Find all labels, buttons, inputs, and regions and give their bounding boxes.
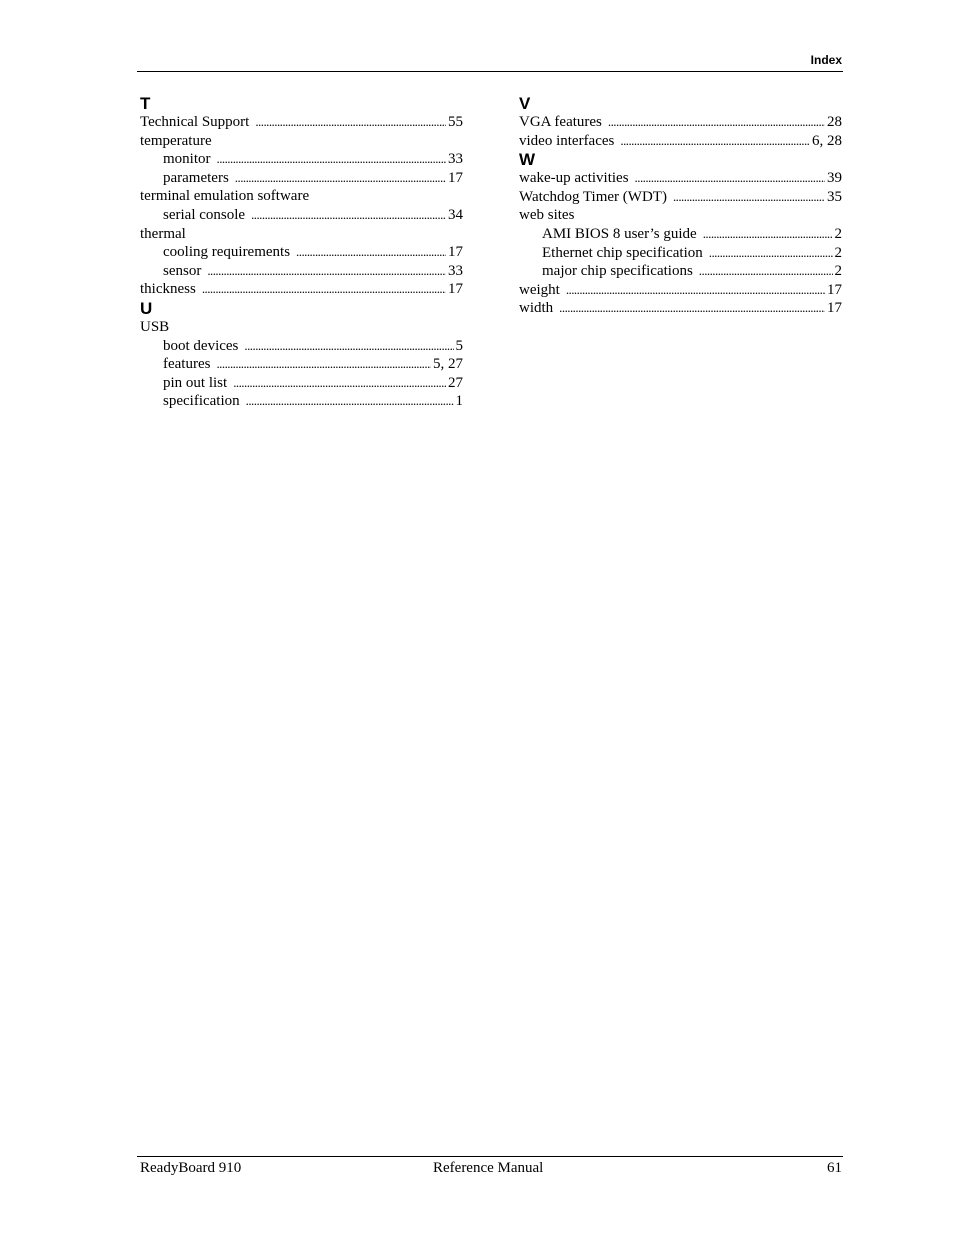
dot-leader: [620, 132, 810, 151]
index-page-reference: 5, 27: [433, 356, 463, 373]
index-term: temperature: [140, 132, 212, 149]
index-entry-heading: [140, 187, 463, 206]
index-page-reference: 27: [448, 374, 463, 391]
index-page-reference: 2: [834, 225, 842, 242]
index-term: web sites: [519, 207, 575, 224]
dot-leader: [217, 150, 447, 169]
index-term: boot devices: [163, 337, 239, 354]
index-page-reference: 17: [448, 244, 463, 261]
index-term: sensor: [163, 262, 202, 279]
index-subentry: [140, 374, 463, 393]
dot-leader: [246, 392, 454, 411]
index-term: AMI BIOS 8 user’s guide: [542, 225, 697, 242]
index-page-reference: 5: [455, 337, 463, 354]
index-term: Ethernet chip specification: [542, 244, 703, 261]
index-term: Technical Support: [140, 114, 250, 130]
index-term: thermal: [140, 225, 186, 242]
index-subentry: [140, 206, 463, 225]
dot-leader: [244, 337, 453, 356]
dot-leader: [709, 244, 833, 263]
index-term: cooling requirements: [163, 244, 291, 261]
index-term: terminal emulation software: [140, 188, 310, 205]
dot-leader: [235, 169, 446, 188]
index-entry: [519, 169, 842, 188]
index-column-left: [140, 94, 463, 411]
header-rule: [137, 71, 843, 72]
index-term: video interfaces: [519, 132, 615, 149]
index-entry-heading: [140, 318, 463, 337]
index-page-reference: 6, 28: [812, 132, 842, 149]
index-page-reference: 17: [448, 281, 463, 298]
footer-document-title: Reference Manual: [433, 1160, 544, 1176]
index-page-reference: 2: [834, 244, 842, 261]
dot-leader: [703, 225, 833, 244]
index-letter-heading: U: [140, 298, 153, 318]
index-term: features: [163, 356, 211, 373]
index-term: VGA features: [519, 114, 602, 130]
index-page-reference: 1: [455, 393, 463, 410]
dot-leader: [216, 355, 431, 374]
dot-leader: [608, 113, 825, 132]
dot-leader: [559, 299, 825, 318]
index-term: major chip specifications: [542, 263, 693, 280]
index-letter-heading: W: [519, 150, 536, 170]
index-subentry: [140, 337, 463, 356]
index-term: pin out list: [163, 374, 228, 391]
dot-leader: [207, 262, 446, 281]
index-entry: [519, 281, 842, 300]
index-page-reference: 39: [827, 170, 842, 187]
index-page-reference: 28: [827, 114, 842, 130]
index-subentry: [519, 262, 842, 281]
index-term: thickness: [140, 281, 196, 298]
index-entry: [519, 299, 842, 318]
index-entry-heading: [140, 132, 463, 151]
index-page-reference: 17: [448, 169, 463, 186]
page-number: 61: [827, 1160, 842, 1176]
index-subentry: [519, 225, 842, 244]
index-entry: [140, 280, 463, 299]
index-entry-heading: [519, 206, 842, 225]
index-subentry: [140, 355, 463, 374]
index-page-reference: 2: [834, 263, 842, 280]
dot-leader: [699, 262, 833, 281]
dot-leader: [233, 374, 446, 393]
index-page-reference: 17: [827, 300, 842, 317]
dot-leader: [202, 280, 446, 299]
index-subentry: [140, 243, 463, 262]
index-term: Watchdog Timer (WDT): [519, 188, 667, 205]
running-header: Index: [810, 53, 842, 67]
index-page-reference: 55: [448, 114, 463, 130]
index-page-reference: 33: [448, 151, 463, 168]
index-subentry: [519, 244, 842, 263]
index-column-right: [519, 94, 842, 318]
index-letter-heading: V: [519, 94, 531, 113]
dot-leader: [255, 113, 446, 132]
index-page-reference: 35: [827, 188, 842, 205]
footer-product-name: ReadyBoard 910: [140, 1160, 242, 1176]
index-term: USB: [140, 318, 170, 335]
index-entry: [519, 113, 842, 132]
index-subentry: [140, 262, 463, 281]
index-term: serial console: [163, 206, 246, 223]
index-term: monitor: [163, 151, 211, 168]
index-subentry: [140, 392, 463, 411]
dot-leader: [635, 169, 825, 188]
index-term: width: [519, 300, 554, 317]
footer-rule: [137, 1156, 843, 1157]
index-entry-heading: [140, 225, 463, 244]
dot-leader: [296, 243, 446, 262]
index-entry: [140, 113, 463, 132]
index-letter-heading: T: [140, 94, 151, 113]
index-term: weight: [519, 281, 560, 298]
dot-leader: [251, 206, 446, 225]
index-page-reference: 34: [448, 206, 463, 223]
index-entry: [519, 132, 842, 151]
index-term: parameters: [163, 169, 229, 186]
index-subentry: [140, 150, 463, 169]
index-term: specification: [163, 393, 240, 410]
index-entry: [519, 188, 842, 207]
dot-leader: [566, 281, 825, 300]
index-term: wake-up activities: [519, 170, 629, 187]
index-subentry: [140, 169, 463, 188]
dot-leader: [673, 188, 825, 207]
index-page-reference: 17: [827, 281, 842, 298]
index-page-reference: 33: [448, 262, 463, 279]
